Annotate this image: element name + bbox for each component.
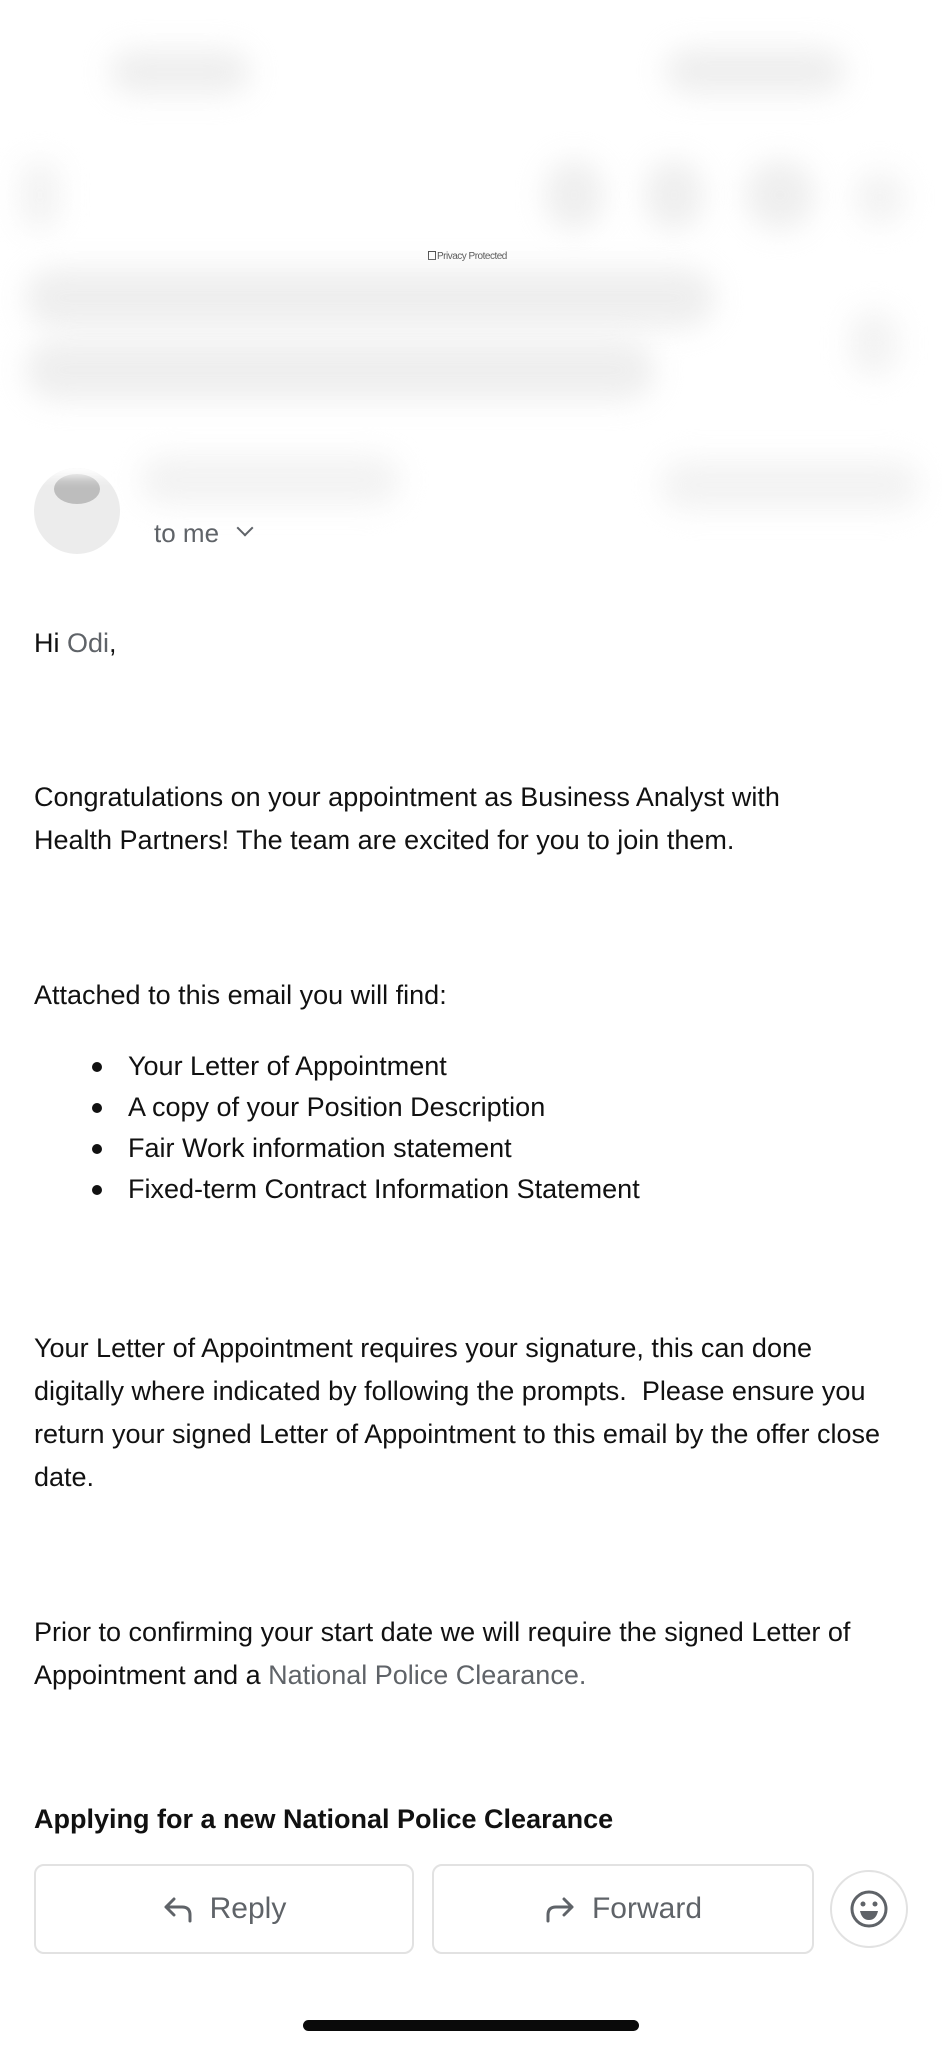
sender-avatar[interactable]	[34, 468, 120, 554]
list-item: Fixed-term Contract Information Statement	[128, 1169, 640, 1210]
reply-button[interactable]: Reply	[34, 1864, 414, 1954]
greeting: Hi Odi,	[34, 628, 117, 658]
list-item: Fair Work information statement	[128, 1128, 640, 1169]
reply-icon	[162, 1895, 194, 1923]
privacy-protected-label: Privacy Protected	[428, 251, 507, 262]
list-item: A copy of your Position Description	[128, 1087, 640, 1128]
blurred-status-icons	[665, 48, 845, 94]
blurred-mail-icon[interactable]	[745, 160, 815, 230]
recipient-name: Odi	[67, 628, 110, 658]
attachments-intro: Attached to this email you will find:	[34, 980, 447, 1010]
blurred-sender-actions[interactable]	[660, 460, 920, 510]
blurred-sender-name	[140, 455, 400, 505]
blurred-status-time	[110, 50, 250, 94]
forward-icon	[544, 1895, 576, 1923]
police-clearance-paragraph: Prior to confirming your start date we will require the signed Letter of Appointment and a National Police Clearance.	[34, 1617, 851, 1690]
congratulations-paragraph: Congratulations on your appointment as Business Analyst with Health Partners! The team are excited for you to join them.	[34, 782, 780, 855]
avatar-person-icon	[54, 474, 100, 504]
blurred-subject-line-2	[25, 340, 655, 400]
recipient-toggle[interactable]: to me	[154, 518, 251, 549]
lock-icon	[428, 251, 436, 260]
blurred-subject-line-1	[25, 268, 715, 328]
emoji-reaction-button[interactable]	[830, 1870, 908, 1948]
blurred-more-icon[interactable]	[855, 170, 905, 225]
signature-paragraph: Your Letter of Appointment requires your signature, this can done digitally where indicated by following the prompts. Please ensure you return your signed Letter of Appointment to this email by the offer close date.	[34, 1333, 888, 1492]
section-heading: Applying for a new National Police Clearance	[34, 1804, 614, 1834]
attachments-list	[34, 1046, 640, 1210]
police-clearance-link[interactable]: National Police Clearance.	[268, 1660, 587, 1690]
list-item: Your Letter of Appointment	[128, 1046, 640, 1087]
blurred-back-icon	[20, 160, 60, 230]
blurred-delete-icon[interactable]	[645, 160, 703, 230]
smiley-face-icon	[849, 1889, 889, 1929]
home-indicator[interactable]	[303, 2020, 639, 2031]
chevron-down-icon	[237, 520, 254, 537]
forward-button[interactable]: Forward	[432, 1864, 814, 1954]
blurred-star-icon[interactable]	[850, 310, 898, 376]
blurred-archive-icon[interactable]	[545, 160, 603, 230]
